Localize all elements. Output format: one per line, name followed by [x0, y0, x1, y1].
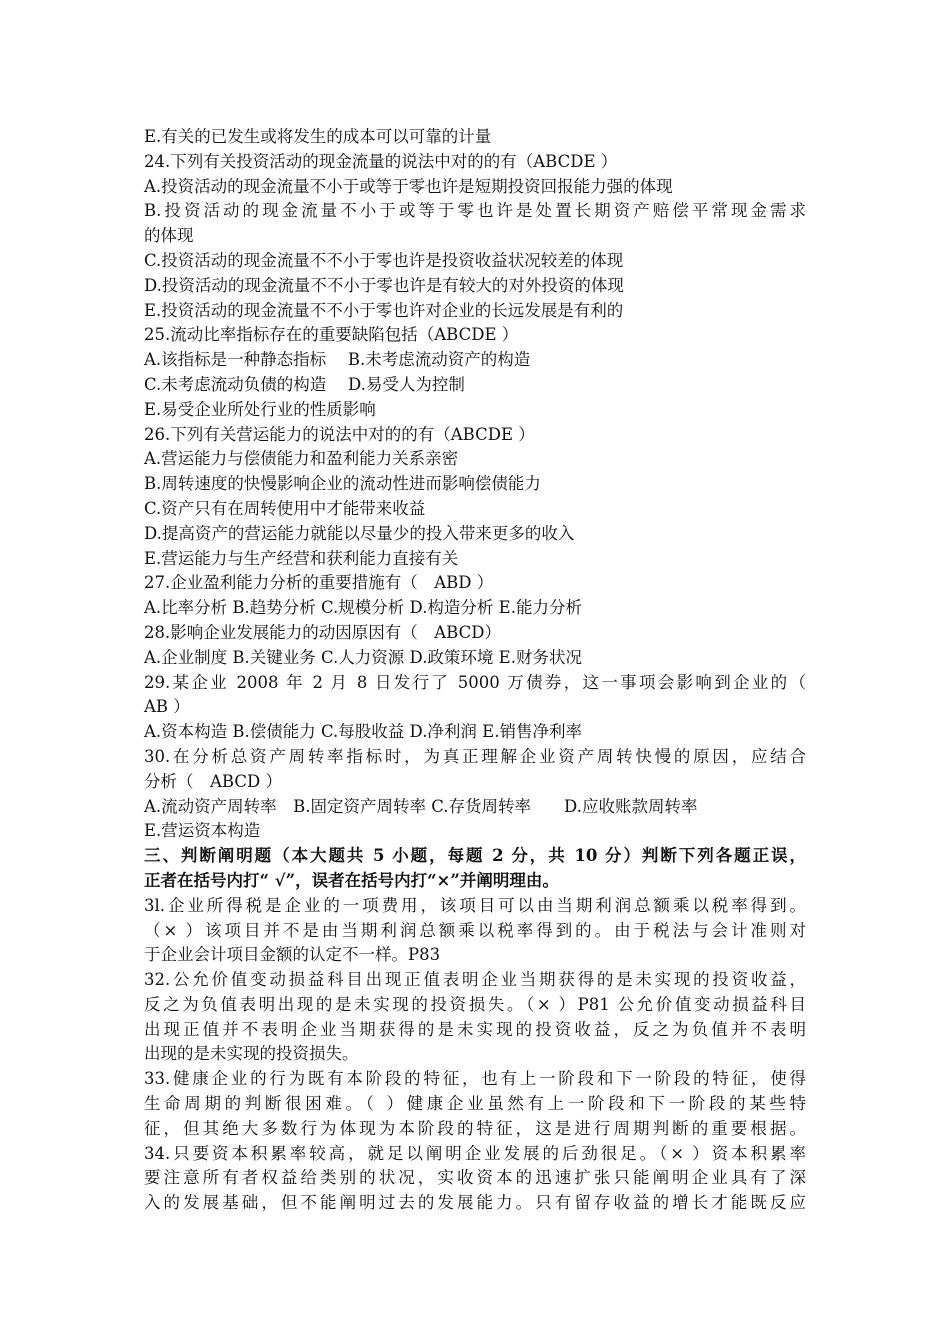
text-line: 28.影响企业发展能力的动因原因有（ ABCD） [144, 622, 501, 642]
text-line: 27.企业盈利能力分析的重要措施有（ ABD ） [144, 573, 494, 593]
text-line: 出现的是未实现的投资损失。 [144, 1044, 359, 1064]
text-line: A.该指标是一种静态指标 B.未考虑流动资产的构造 [144, 350, 531, 370]
text-line: C.资产只有在周转使用中才能带来收益 [144, 498, 426, 518]
text-line: 三、判断阐明题（本大题共 5 小题，每题 2 分，共 10 分）判断下列各题正误， [144, 846, 806, 866]
text-line: 29.某企业 2008 年 2 月 8 日发行了 5000 万债券，这一事项会影响到企业的（ [144, 672, 806, 692]
text-line: B.投资活动的现金流量不小于或等于零也许是处置长期资产赔偿平常现金需求 [144, 201, 806, 221]
text-line: 分析（ ABCD ） [144, 771, 282, 791]
text-line: D.投资活动的现金流量不不小于零也许是有较大的对外投资的体现 [144, 275, 624, 295]
text-line: 26.下列有关营运能力的说法中对的的有（ABCDE ） [144, 424, 535, 444]
text-line: 30.在分析总资产周转率指标时，为真正理解企业资产周转快慢的原因，应结合 [144, 746, 806, 766]
text-line: 的体现 [144, 226, 194, 246]
text-line: 24.下列有关投资活动的现金流量的说法中对的的有（ABCDE ） [144, 151, 618, 171]
text-line: 34.只要资本积累率较高，就足以阐明企业发展的后劲很足。（× ）资本积累率 [144, 1143, 806, 1163]
text-line: A.流动资产周转率 B.固定资产周转率 C.存货周转率 D.应收账款周转率 [144, 796, 698, 816]
text-line: E.营运能力与生产经营和获利能力直接有关 [144, 548, 459, 568]
text-line: C.未考虑流动负债的构造 D.易受人为控制 [144, 374, 465, 394]
text-line: D.提高资产的营运能力就能以尽量少的投入带来更多的收入 [144, 523, 575, 543]
text-line: E.易受企业所处行业的性质影响 [144, 399, 376, 419]
text-line: 25.流动比率指标存在的重要缺陷包括（ABCDE ） [144, 325, 519, 345]
text-line: 征，但其绝大多数行为体现为本阶段的特征，这是进行周期判断的重要根据。 [144, 1118, 806, 1138]
text-line: E.有关的已发生或将发生的成本可以可靠的计量 [144, 127, 492, 146]
text-line: 入的发展基础，但不能阐明过去的发展能力。只有留存收益的增长才能既反应 [144, 1193, 806, 1213]
text-line: 生命周期的判断很困难。（ ）健康企业虽然有上一阶段和下一阶段的某些特 [144, 1094, 806, 1114]
text-line: 32.公允价值变动损益科目出现正值表明企业当期获得的是未实现的投资收益， [144, 970, 806, 990]
text-line: 于企业会计项目金额的认定不一样。P83 [144, 945, 441, 965]
text-line: A.营运能力与偿债能力和盈利能力关系亲密 [144, 449, 459, 469]
text-line: A.比率分析 B.趋势分析 C.规模分析 D.构造分析 E.能力分析 [144, 598, 582, 618]
text-line: E.投资活动的现金流量不不小于零也许对企业的长远发展是有利的 [144, 300, 624, 320]
text-line: 出现正值并不表明企业当期获得的是未实现的投资收益，反之为负值并不表明 [144, 1019, 806, 1039]
text-line: A.投资活动的现金流量不小于或等于零也许是短期投资回报能力强的体现 [144, 176, 673, 196]
text-line: 33.健康企业的行为既有本阶段的特征，也有上一阶段和下一阶段的特征，使得 [144, 1069, 806, 1089]
text-line: 3l.企业所得税是企业的一项费用，该项目可以由当期利润总额乘以税率得到。 [144, 895, 806, 915]
text-line: C.投资活动的现金流量不不小于零也许是投资收益状况较差的体现 [144, 250, 624, 270]
text-line: （× ）该项目并不是由当期利润总额乘以税率得到的。由于税法与会计准则对 [144, 920, 806, 940]
text-line: E.营运资本构造 [144, 821, 261, 841]
text-line: 反之为负值表明出现的是未实现的投资损失。（× ）P81 公允价值变动损益科目 [144, 994, 806, 1014]
text-line: AB ） [144, 697, 190, 717]
text-line: A.企业制度 B.关键业务 C.人力资源 D.政策环境 E.财务状况 [144, 647, 582, 667]
text-line: B.周转速度的快慢影响企业的流动性进而影响偿债能力 [144, 474, 541, 494]
text-line: A.资本构造 B.偿债能力 C.每股收益 D.净利润 E.销售净利率 [144, 722, 582, 742]
document-page [144, 125, 806, 1216]
text-line: 正者在括号内打“ √”，误者在括号内打“×”并阐明理由。 [144, 870, 559, 890]
text-line: 要注意所有者权益给类别的状况，实收资本的迅速扩张只能阐明企业具有了深 [144, 1168, 806, 1188]
